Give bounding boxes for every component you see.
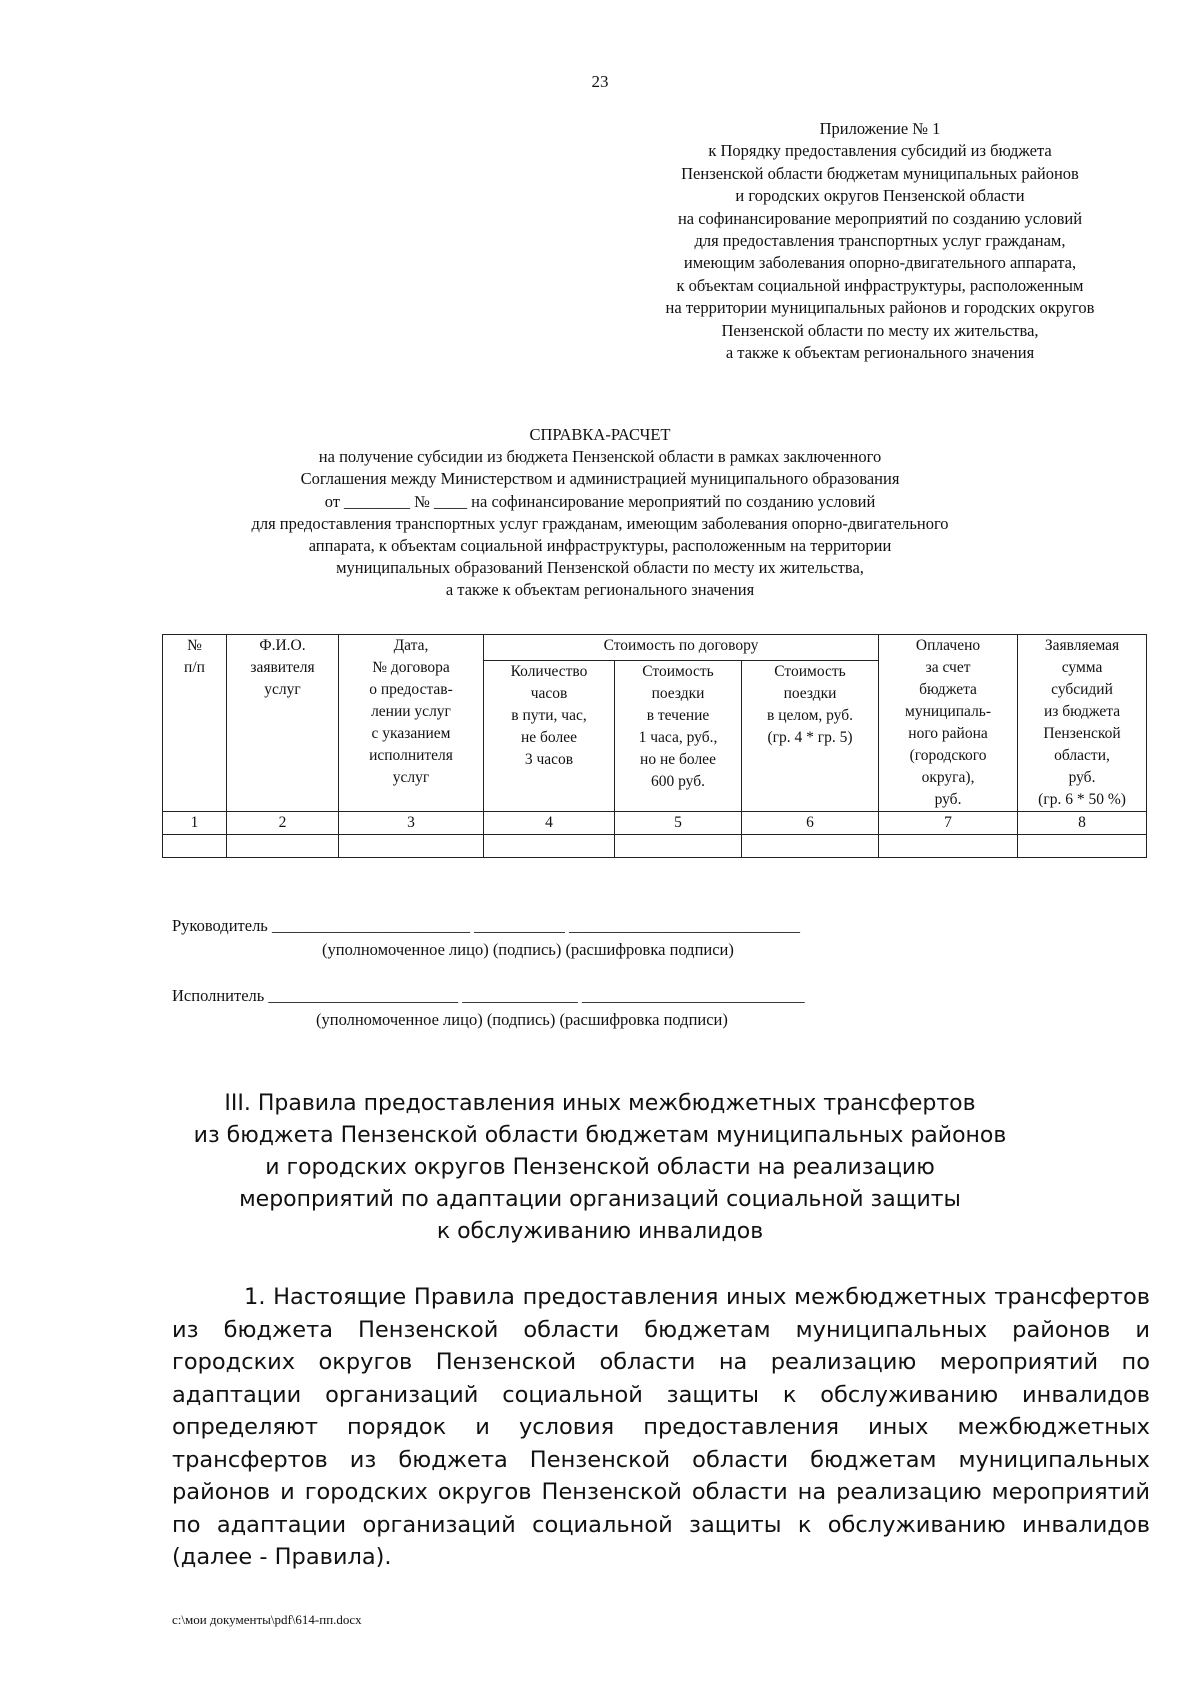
table-row-empty (163, 835, 1147, 858)
appendix-line: Пензенской области бюджетам муниципальных районов (681, 163, 1079, 183)
calculation-table (162, 634, 1147, 858)
appendix-header (600, 118, 1160, 364)
table-row-column-numbers (163, 812, 1147, 835)
appendix-line: имеющим заболевания опорно-двигательного аппарата, (683, 253, 1077, 273)
executor-signature-caption: (уполномоченное лицо) (подпись) (расшифровка подписи) (316, 1010, 728, 1029)
column-number: 1 (163, 812, 227, 835)
table-cell (615, 835, 742, 858)
header-cell-contract-cost: Стоимость по договору (484, 635, 879, 661)
table-cell (1018, 835, 1147, 858)
section-heading-line: III. Правила предоставления иных межбюджетных трансфертов (224, 1091, 976, 1116)
appendix-line: к объектам социальной инфраструктуры, расположенным (676, 275, 1084, 295)
head-label: Руководитель (172, 916, 268, 935)
head-signature-line (172, 916, 800, 936)
appendix-line: а также к объектам регионального значения (725, 343, 1035, 363)
form-title-line: аппарата, к объектам социальной инфраструктуры, расположенным на территории (308, 536, 892, 556)
executor-blank: _______________________ ______________ ___________________________ (268, 986, 805, 1005)
header-cell-total-cost: Стоимость поездки в целом, руб. (гр. 4 * гр. 5) (742, 661, 879, 812)
appendix-line: к Порядку предоставления субсидий из бюджета (708, 141, 1052, 161)
column-number: 2 (227, 812, 339, 835)
section-heading-line: к обслуживанию инвалидов (436, 1219, 764, 1244)
appendix-line: Пензенской области по месту их жительства, (721, 320, 1039, 340)
column-number: 8 (1018, 812, 1147, 835)
form-title (180, 424, 1020, 602)
appendix-line: на территории муниципальных районов и городских округов (665, 298, 1095, 318)
executor-signature-line (172, 986, 805, 1006)
table-cell (163, 835, 227, 858)
form-title-line: для предоставления транспортных услуг гражданам, имеющим заболевания опорно-двигательного (251, 513, 949, 533)
form-title-line: СПРАВКА-РАСЧЕТ (529, 425, 671, 444)
header-cell-applicant: Ф.И.О. заявителя услуг (227, 635, 339, 812)
header-cell-paid: Оплачено за счет бюджета муниципаль- ного района (городского округа), руб. (879, 635, 1018, 812)
footer-file-path: c:\мои документы\pdf\614-пп.docx (172, 1612, 362, 1627)
appendix-line: на софинансирование мероприятий по созданию условий (677, 208, 1083, 228)
column-number: 6 (742, 812, 879, 835)
appendix-line: и городских округов Пензенской области (735, 186, 1025, 206)
form-title-line: на получение субсидии из бюджета Пензенской области в рамках заключенного (318, 447, 882, 467)
head-signature-caption: (уполномоченное лицо) (подпись) (расшифровка подписи) (322, 940, 734, 959)
form-title-line: а также к объектам регионального значения (445, 580, 755, 600)
table-cell (339, 835, 484, 858)
section-heading-line: мероприятий по адаптации организаций социальной защиты (239, 1187, 961, 1212)
header-cell-hour-cost: Стоимость поездки в течение 1 часа, руб., но не более 600 руб. (615, 661, 742, 812)
form-title-line: Соглашения между Министерством и администрацией муниципального образования (300, 469, 900, 489)
section-heading (180, 1088, 1020, 1248)
appendix-line: для предоставления транспортных услуг гражданам, (694, 231, 1066, 251)
paragraph-1-text: 1. Настоящие Правила предоставления иных межбюджетных трансфертов из бюджета Пензенской области бюджетам муниципальных районов и городских округов Пензенской области на реализацию мероприятий по адаптации организаций социальной защиты к обслуживанию инвалидов определяют порядок и условия предоставления иных межбюджетных трансфертов из бюджета Пензенской области бюджетам муниципальных районов и городских округов Пензенской области на реализацию мероприятий по адаптации организаций социальной защиты к обслуживанию инвалидов (далее - Правила). (172, 1284, 1150, 1570)
table-cell (879, 835, 1018, 858)
column-number: 4 (484, 812, 615, 835)
header-cell-contract: Дата, № договора о предостав- лении услуг с указанием исполнителя услуг (339, 635, 484, 812)
column-number: 7 (879, 812, 1018, 835)
form-title-line: от ________ № ____ на софинансирование мероприятий по созданию условий (324, 491, 876, 511)
column-number: 3 (339, 812, 484, 835)
form-title-line: муниципальных образований Пензенской области по месту их жительства, (336, 558, 864, 578)
section-heading-line: из бюджета Пензенской области бюджетам муниципальных районов (193, 1123, 1007, 1148)
header-cell-hours: Количество часов в пути, час, не более 3 часов (484, 661, 615, 812)
header-cell-number: № п/п (163, 635, 227, 812)
header-cell-subsidy: Заявляемая сумма субсидий из бюджета Пензенской области, руб. (гр. 6 * 50 %) (1018, 635, 1147, 812)
executor-label: Исполнитель (172, 986, 265, 1005)
appendix-line: Приложение № 1 (819, 119, 941, 138)
table-cell (227, 835, 339, 858)
page-number: 23 (591, 72, 609, 91)
section-heading-line: и городских округов Пензенской области на реализацию (265, 1155, 935, 1180)
column-number: 5 (615, 812, 742, 835)
table-cell (742, 835, 879, 858)
paragraph-1 (172, 1281, 1150, 1574)
table-cell (484, 835, 615, 858)
head-blank: ________________________ ___________ ____________________________ (271, 916, 800, 935)
